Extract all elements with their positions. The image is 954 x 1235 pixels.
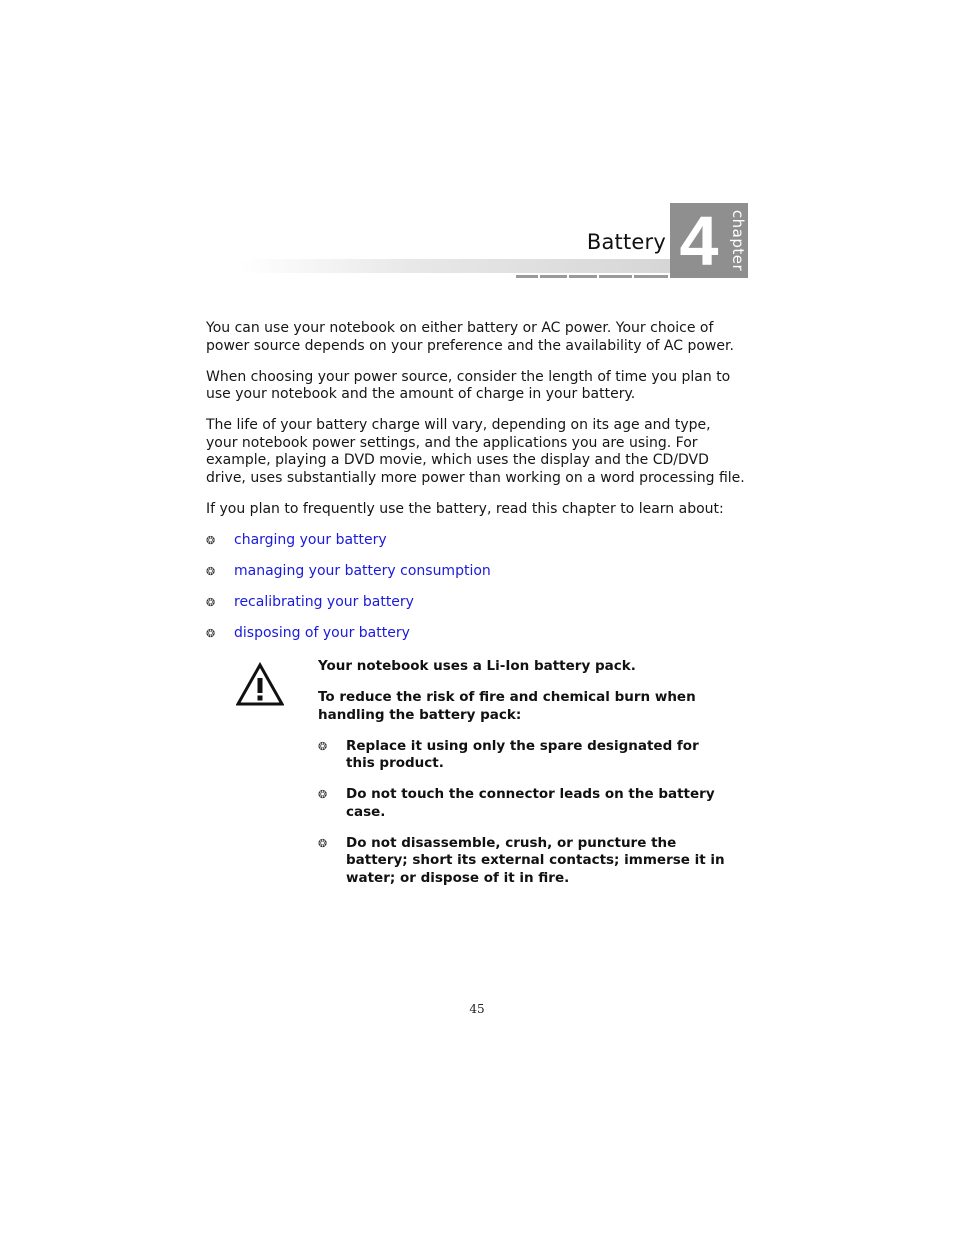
warning-line: Your notebook uses a Li-Ion battery pack. (318, 658, 636, 674)
warning-line: To reduce the risk of fire and chemical burn when handling the battery pack: (318, 689, 696, 723)
topic-link-charging[interactable]: charging your battery (234, 531, 387, 548)
page-number: 45 (469, 1002, 485, 1016)
bullet-icon: ❂ (206, 533, 216, 547)
topic-link-recalibrating[interactable]: recalibrating your battery (234, 593, 414, 610)
chapter-label: chapter (729, 209, 747, 272)
intro-paragraph: The life of your battery charge will vary, depending on its age and type, your notebook power settings, and the applications you are using. For example, playing a DVD movie, which uses the display and the CD/DVD drive, uses substantially more power than working on a word processing file. (206, 417, 745, 486)
intro-paragraph: When choosing your power source, consider the length of time you plan to use your notebook and the amount of charge in your battery. (206, 368, 731, 402)
intro-paragraph: If you plan to frequently use the battery, read this chapter to learn about: (206, 500, 724, 517)
bullet-icon: ❂ (318, 739, 328, 753)
warning-item: Do not touch the connector leads on the battery case. (346, 786, 715, 820)
list-item (318, 835, 728, 888)
list-item (206, 563, 746, 581)
bullet-icon: ❂ (318, 788, 328, 801)
bullet-icon: ❂ (206, 626, 216, 640)
chapter-title: Battery (586, 230, 666, 254)
header-tick-marks (516, 275, 668, 278)
warning-block (236, 658, 746, 886)
list-item (318, 786, 728, 821)
topic-list (206, 532, 746, 643)
list-item (206, 625, 746, 643)
bullet-icon: ❂ (206, 564, 216, 578)
warning-item: Do not disassemble, crush, or puncture the battery; short its external contacts; immerse it in water; or dispose of it in fire. (346, 834, 725, 886)
list-item (206, 594, 746, 612)
chapter-number: 4 (679, 201, 719, 280)
topic-link-managing[interactable]: managing your battery consumption (234, 562, 491, 579)
bullet-icon: ❂ (318, 836, 328, 850)
main-content (206, 320, 746, 656)
warning-text (318, 658, 728, 901)
warning-item: Replace it using only the spare designated for this product. (346, 737, 699, 771)
warning-list (318, 738, 728, 888)
list-item (206, 532, 746, 550)
header-gradient-bar (240, 259, 670, 273)
list-item (318, 738, 728, 773)
topic-link-disposing[interactable]: disposing of your battery (234, 624, 410, 641)
chapter-number-box (670, 203, 728, 278)
chapter-side-tab (728, 203, 748, 278)
warning-triangle-icon (236, 662, 284, 707)
intro-paragraph: You can use your notebook on either battery or AC power. Your choice of power source depends on your preference and the availability of AC power. (206, 320, 734, 354)
bullet-icon: ❂ (206, 595, 216, 609)
